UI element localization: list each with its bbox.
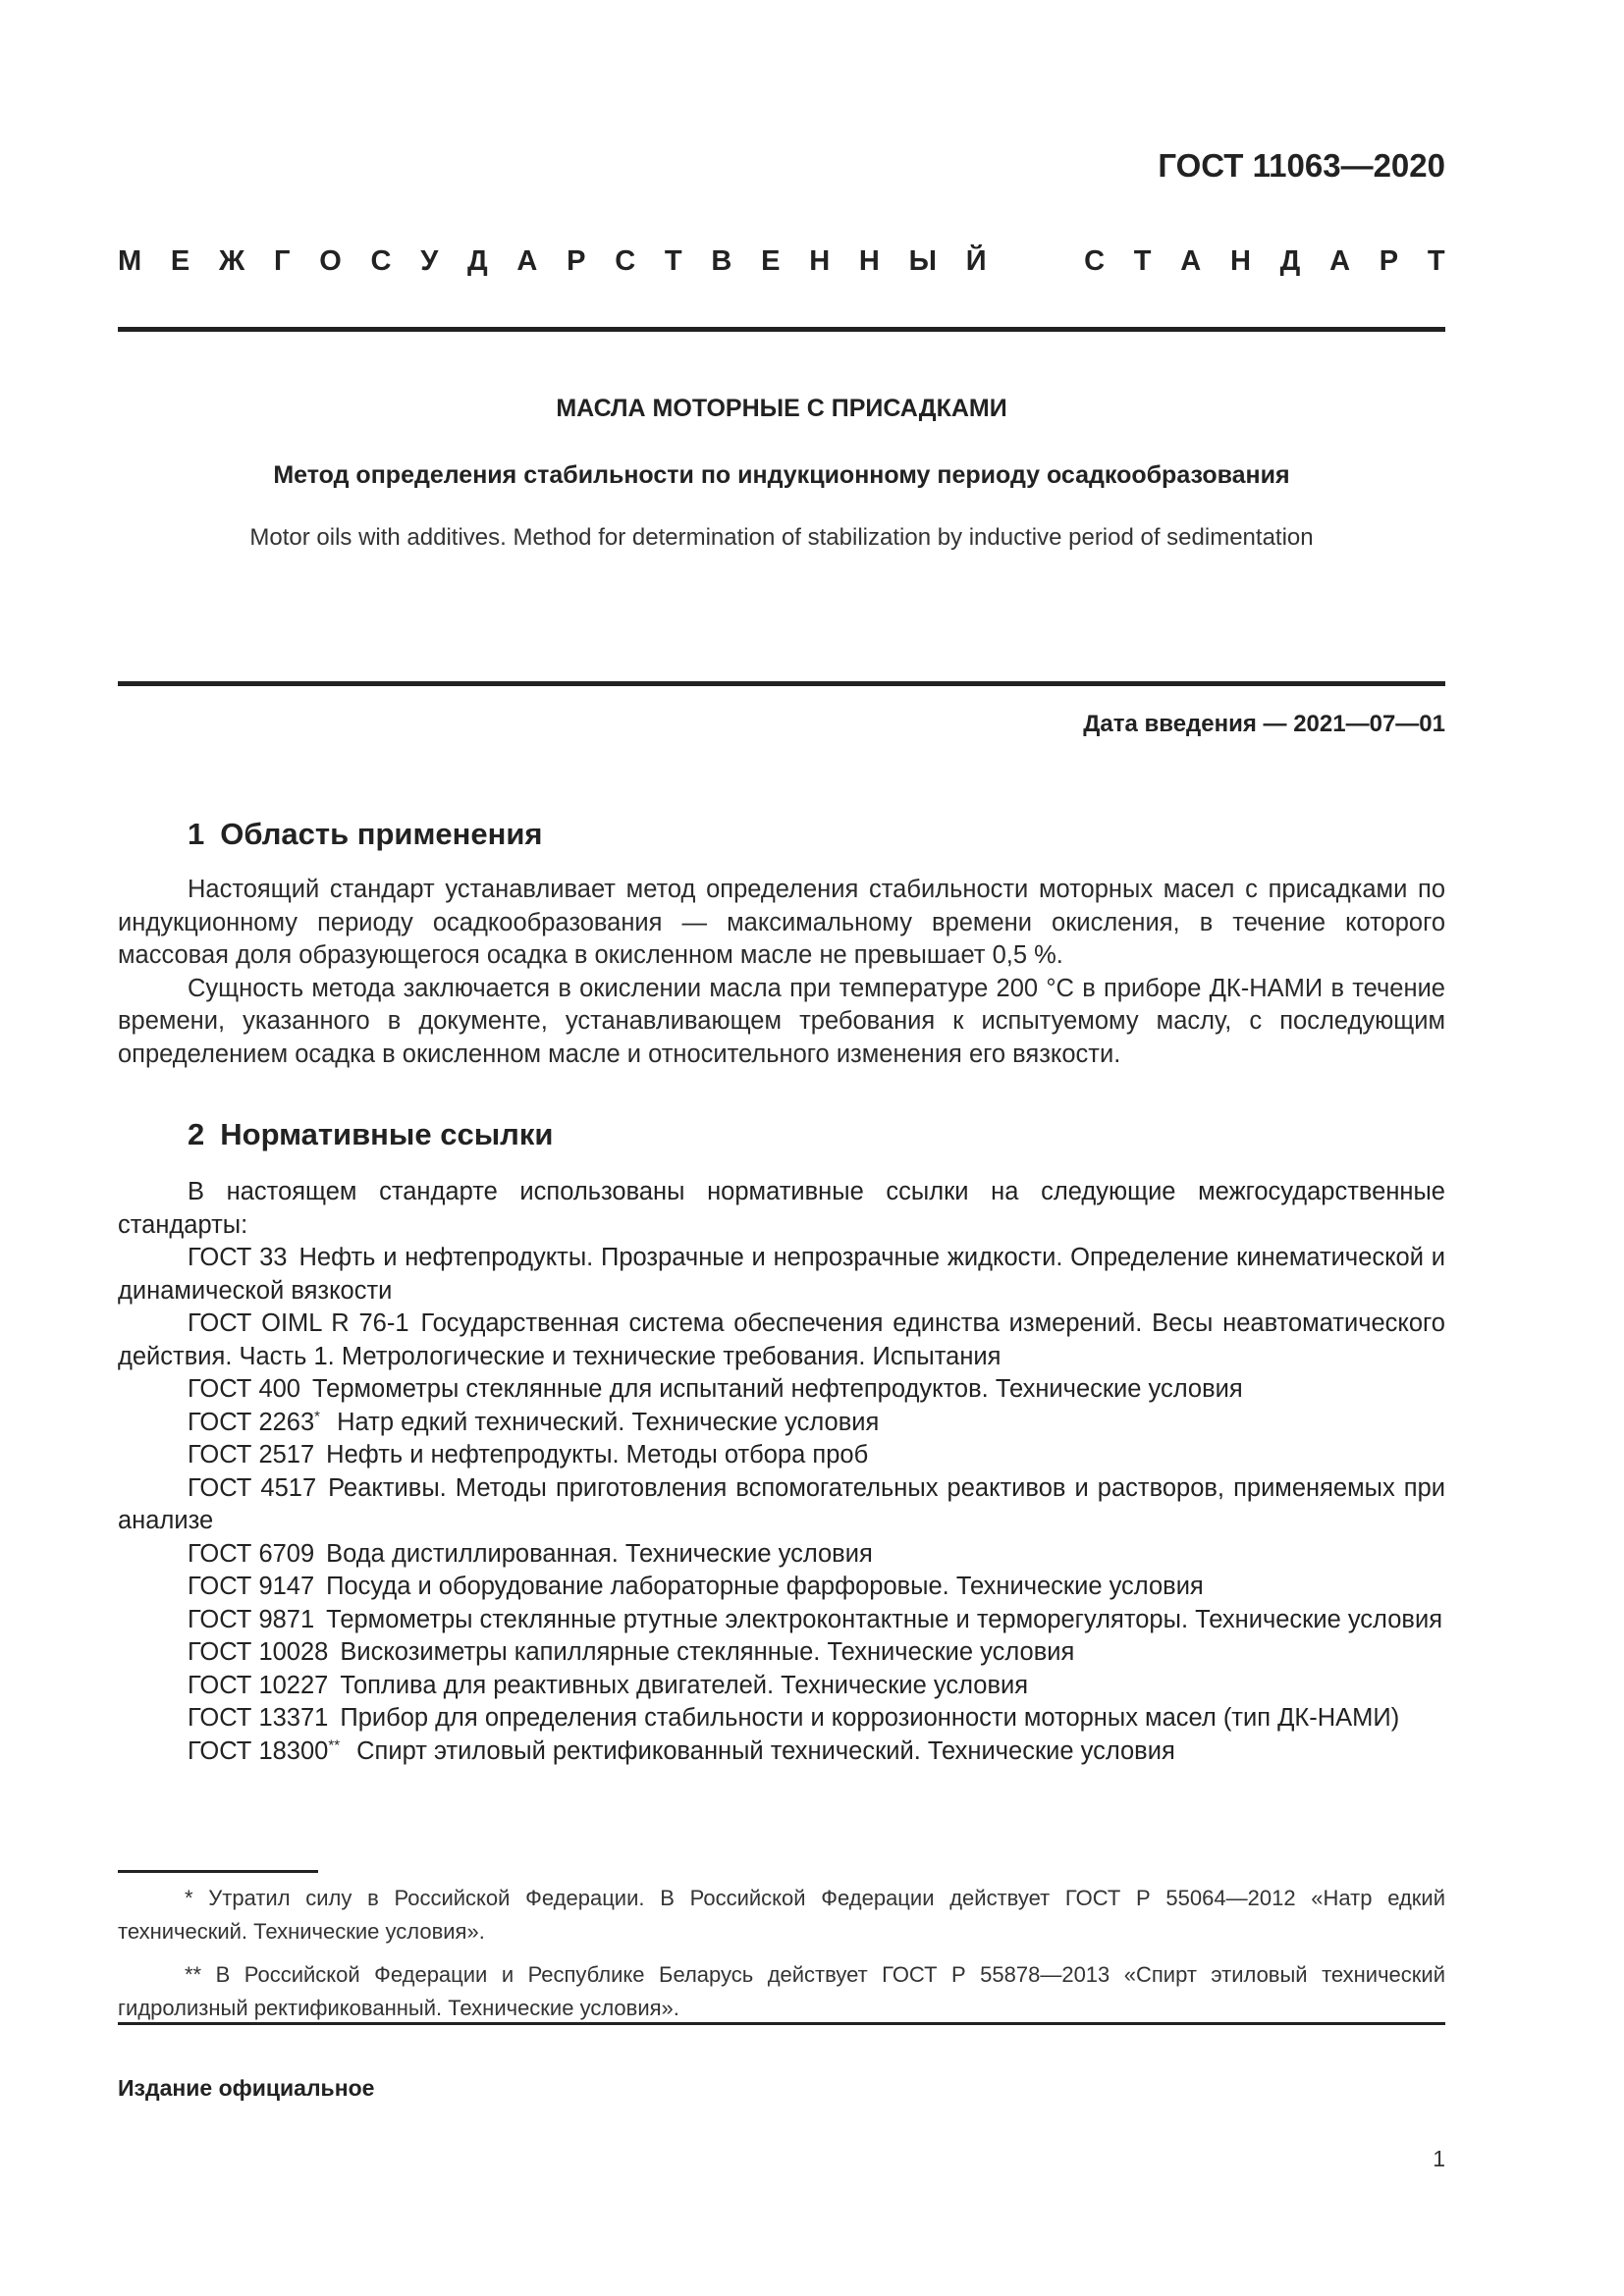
reference-item <box>118 1242 1445 1308</box>
banner-letter: А <box>1180 245 1202 277</box>
banner-word-gap <box>1015 245 1055 278</box>
footnote-marker: ** <box>328 1736 341 1753</box>
footnotes <box>118 1882 1445 2035</box>
reference-code: ГОСТ 2263 <box>188 1408 315 1436</box>
reference-item <box>118 1604 1445 1637</box>
section-1-heading <box>188 817 543 852</box>
banner-letter: С <box>615 245 636 277</box>
banner-letter: О <box>319 245 342 277</box>
reference-code: ГОСТ 9147 <box>188 1573 315 1600</box>
standard-number: ГОСТ 11063—2020 <box>1158 147 1445 184</box>
reference-title: Государственная система обеспечения единства измерений. Весы неавтоматического действия. Часть 1. Метрологические и технические требования. Испытания <box>118 1309 1445 1370</box>
banner-letter: Д <box>467 245 488 277</box>
paragraph: Настоящий стандарт устанавливает метод определения стабильности моторных масел с присадками по индукционному периоду осадкообразования — максимальному времени окисления, в течение которого массовая доля образующегося осадка в окисленном масле не превышает 0,5 %. <box>118 876 1445 969</box>
reference-item <box>118 1702 1445 1735</box>
references-intro: В настоящем стандарте использованы нормативные ссылки на следующие межгосударственные стандарты: <box>118 1178 1445 1239</box>
normative-references <box>118 1176 1445 1768</box>
paragraph: Сущность метода заключается в окислении масла при температуре 200 °С в приборе ДК-НАМИ в течение времени, указанного в документе, устанавливающем требования к испытуемому маслу, с последующим определением осадка в окисленном масле и относительного изменения его вязкости. <box>118 974 1445 1068</box>
reference-code: ГОСТ 33 <box>188 1244 288 1271</box>
banner-letter: Д <box>1279 245 1301 277</box>
official-edition-label: Издание официальное <box>118 2075 375 2101</box>
banner-letter: Р <box>1379 245 1399 277</box>
reference-item <box>118 1407 1445 1440</box>
banner-letter: А <box>1329 245 1351 277</box>
banner-letter: Н <box>858 245 880 277</box>
banner-letter: А <box>516 245 538 277</box>
reference-title: Спирт этиловый ректификованный технический. Технические условия <box>356 1736 1175 1765</box>
section-title: Нормативные ссылки <box>220 1117 554 1151</box>
reference-title: Вискозиметры капиллярные стеклянные. Технические условия <box>340 1638 1075 1666</box>
reference-item <box>118 1670 1445 1703</box>
reference-item <box>118 1439 1445 1472</box>
header-divider <box>118 327 1445 332</box>
footer-divider <box>118 2022 1445 2025</box>
references-list <box>118 1242 1445 1768</box>
banner-letter: Р <box>567 245 586 277</box>
banner-letter: М <box>118 245 142 277</box>
banner-letter: Н <box>809 245 831 277</box>
section-title: Область применения <box>220 817 543 851</box>
reference-title: Термометры стеклянные ртутные электроконтактные и терморегуляторы. Технические условия <box>326 1605 1443 1633</box>
banner-letter: Н <box>1229 245 1251 277</box>
banner-letter: С <box>1084 245 1106 277</box>
reference-code: ГОСТ 10227 <box>188 1671 329 1699</box>
section-number: 1 <box>188 817 205 851</box>
reference-title: Вода дистиллированная. Технические условия <box>326 1539 873 1568</box>
section-number: 2 <box>188 1117 205 1151</box>
title-divider <box>118 681 1445 686</box>
banner-letter: Г <box>273 245 291 277</box>
reference-code: ГОСТ OIML R 76-1 <box>188 1309 409 1337</box>
banner-letter: В <box>711 245 732 277</box>
reference-item <box>118 1735 1445 1769</box>
reference-code: ГОСТ 400 <box>188 1375 300 1403</box>
banner-letter: Т <box>1133 245 1152 277</box>
interstate-standard-banner <box>118 245 1445 278</box>
reference-title: Прибор для определения стабильности и коррозионности моторных масел (тип ДК-НАМИ) <box>340 1704 1400 1732</box>
reference-code: ГОСТ 13371 <box>188 1704 329 1732</box>
document-subtitle: Метод определения стабильности по индукционному периоду осадкообразования <box>273 461 1290 489</box>
reference-code: ГОСТ 2517 <box>188 1441 315 1468</box>
footnote-marker: * <box>314 1408 321 1424</box>
reference-code: ГОСТ 4517 <box>188 1473 317 1502</box>
footnote-divider <box>118 1870 318 1873</box>
reference-item <box>118 1472 1445 1538</box>
page-number: 1 <box>1433 2146 1445 2171</box>
reference-code: ГОСТ 6709 <box>188 1539 315 1568</box>
reference-title: Натр едкий технический. Технические условия <box>337 1408 880 1436</box>
english-title: Motor oils with additives. Method for determination of stabilization by inductive period of sedimentation <box>249 524 1314 551</box>
banner-letter: У <box>420 245 439 277</box>
footnote: * Утратил силу в Российской Федерации. В Российской Федерации действует ГОСТ Р 55064—2012 «Натр едкий технический. Технические условия». <box>118 1886 1445 1944</box>
reference-title: Реактивы. Методы приготовления вспомогательных реактивов и растворов, применяемых при анализе <box>118 1473 1445 1534</box>
reference-code: ГОСТ 18300 <box>188 1736 329 1765</box>
banner-letter: Е <box>170 245 190 277</box>
reference-title: Топлива для реактивных двигателей. Технические условия <box>340 1671 1029 1699</box>
introduction-date: Дата введения — 2021—07—01 <box>1083 711 1445 737</box>
reference-code: ГОСТ 10028 <box>188 1638 329 1666</box>
reference-item <box>118 1636 1445 1670</box>
reference-title: Посуда и оборудование лабораторные фарфоровые. Технические условия <box>326 1573 1204 1600</box>
banner-letter: Т <box>1427 245 1445 277</box>
banner-letter: Т <box>664 245 682 277</box>
document-title: МАСЛА МОТОРНЫЕ С ПРИСАДКАМИ <box>556 395 1007 422</box>
reference-title: Термометры стеклянные для испытаний нефтепродуктов. Технические условия <box>312 1375 1243 1403</box>
reference-item <box>118 1538 1445 1572</box>
section-2-heading <box>188 1117 553 1152</box>
reference-title: Нефть и нефтепродукты. Прозрачные и непрозрачные жидкости. Определение кинематической и динамической вязкости <box>118 1244 1445 1305</box>
banner-letter: Ы <box>908 245 937 277</box>
banner-letter: С <box>370 245 392 277</box>
reference-item <box>118 1571 1445 1604</box>
footnote: ** В Российской Федерации и Республике Беларусь действует ГОСТ Р 55878—2013 «Спирт этиловый технический гидролизный ректификованный. Технические условия». <box>118 1962 1445 2020</box>
reference-item <box>118 1308 1445 1373</box>
section-1-body <box>118 874 1445 1071</box>
reference-code: ГОСТ 9871 <box>188 1605 315 1633</box>
banner-letter: Ж <box>219 245 245 277</box>
reference-item <box>118 1373 1445 1407</box>
banner-letter: Й <box>965 245 987 277</box>
banner-letter: Е <box>761 245 781 277</box>
reference-title: Нефть и нефтепродукты. Методы отбора проб <box>326 1441 869 1468</box>
